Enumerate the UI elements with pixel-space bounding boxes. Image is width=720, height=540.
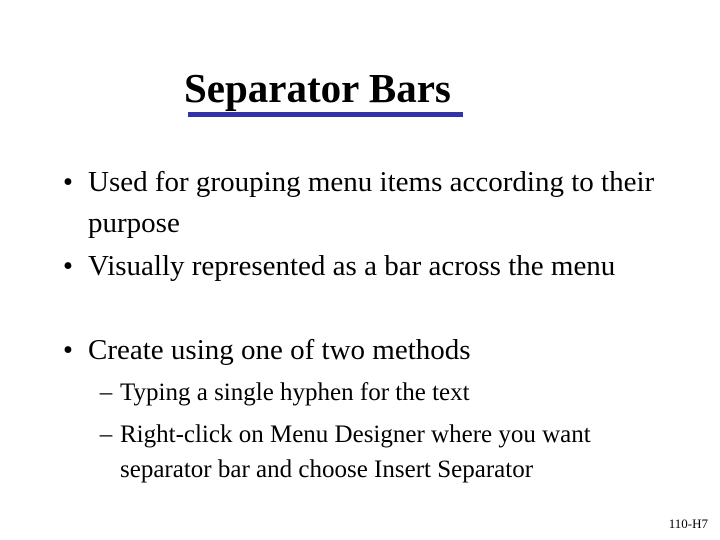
sub-bullet-marker: – [99, 379, 113, 406]
sub-bullet-item [96, 417, 676, 487]
sub-bullet-text: Right-click on Menu Designer where you want separator bar and choose Insert Separator [120, 421, 591, 483]
bullet-marker: • [62, 250, 74, 282]
bullet-item [58, 330, 678, 371]
sub-bullet-marker: – [99, 421, 113, 448]
bullet-marker: • [62, 334, 74, 366]
bullet-marker: • [62, 166, 74, 198]
sub-bullet-item [96, 375, 676, 410]
bullet-text: Create using one of two methods [88, 334, 471, 366]
bullet-item [58, 162, 678, 244]
bullet-item [58, 246, 678, 287]
slide-footer-code: 110-H7 [668, 516, 708, 531]
bullet-text: Visually represented as a bar across the menu [88, 250, 616, 282]
bullet-text: Used for grouping menu items according to their purpose [88, 166, 655, 239]
sub-bullet-text: Typing a single hyphen for the text [120, 379, 470, 406]
slide-title: Separator Bars [184, 65, 451, 111]
